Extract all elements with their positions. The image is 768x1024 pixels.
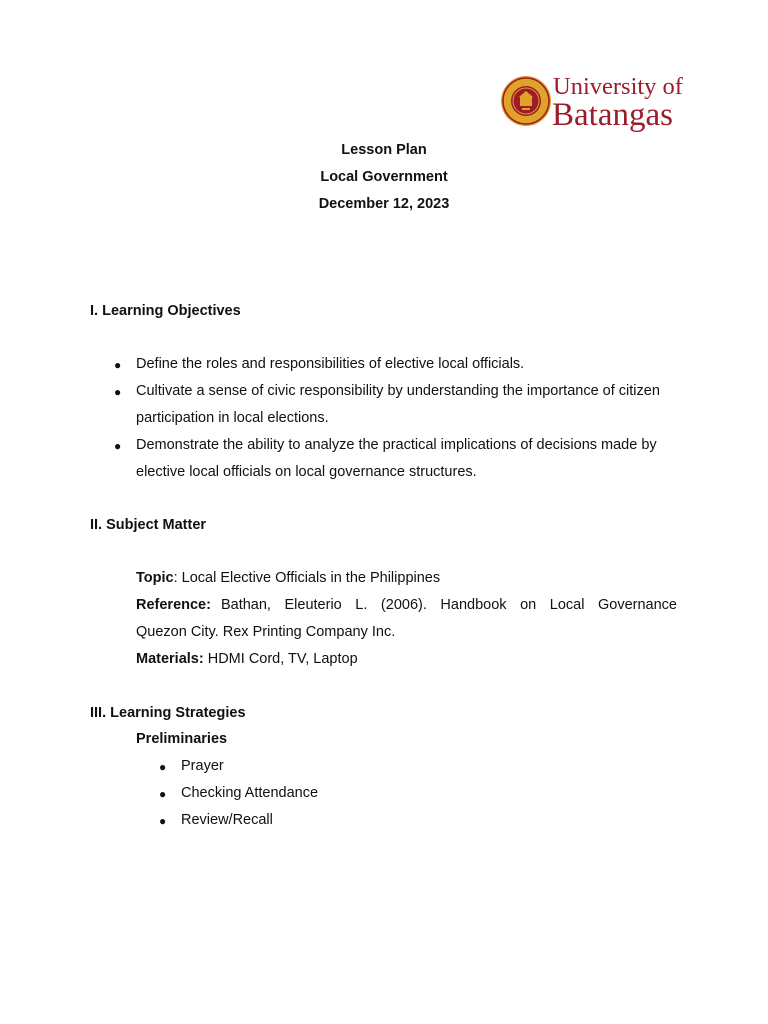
objective-item: Define the roles and responsibilities of elective local officials. xyxy=(136,356,525,372)
objective-item-continued: participation in local elections. xyxy=(136,410,329,426)
bullet-icon: ● xyxy=(159,787,167,801)
topic-label: Topic xyxy=(136,570,174,586)
bullet-icon: ● xyxy=(159,760,167,774)
materials-line xyxy=(136,651,358,667)
objective-item-continued: elective local officials on local governance structures. xyxy=(136,464,477,480)
bullet-icon: ● xyxy=(114,385,122,399)
reference-label: Reference: xyxy=(136,597,211,613)
section-heading-subject-matter: II. Subject Matter xyxy=(90,517,207,533)
subheading-preliminaries: Preliminaries xyxy=(136,731,228,747)
university-seal-icon xyxy=(500,75,552,127)
bullet-icon: ● xyxy=(114,358,122,372)
section-heading-learning-strategies: III. Learning Strategies xyxy=(90,705,246,721)
document-title: Lesson Plan xyxy=(341,142,427,158)
preliminary-item: Review/Recall xyxy=(181,812,273,828)
section-heading-objectives: I. Learning Objectives xyxy=(90,303,241,319)
preliminary-item: Prayer xyxy=(181,758,224,774)
document-subject: Local Government xyxy=(320,169,448,185)
reference-value: Bathan, Eleuterio L. (2006). Handbook on Local Governance xyxy=(220,597,677,613)
bullet-icon: ● xyxy=(114,439,122,453)
document-date: December 12, 2023 xyxy=(318,196,450,212)
materials-value: HDMI Cord, TV, Laptop xyxy=(207,651,358,667)
preliminary-item: Checking Attendance xyxy=(181,785,319,801)
logo-text-line2: Batangas xyxy=(552,97,673,133)
logo-text-line1: University of xyxy=(553,73,683,100)
topic-line xyxy=(136,570,440,586)
topic-value: : Local Elective Officials in the Philippines xyxy=(173,570,441,586)
university-logo xyxy=(500,73,700,135)
objective-item: Cultivate a sense of civic responsibility by understanding the importance of citizen xyxy=(136,383,660,399)
reference-line xyxy=(136,597,677,613)
objective-item: Demonstrate the ability to analyze the practical implications of decisions made by xyxy=(136,437,657,453)
bullet-icon: ● xyxy=(159,814,167,828)
reference-value-continued: Quezon City. Rex Printing Company Inc. xyxy=(136,624,396,640)
materials-label: Materials: xyxy=(136,651,204,667)
